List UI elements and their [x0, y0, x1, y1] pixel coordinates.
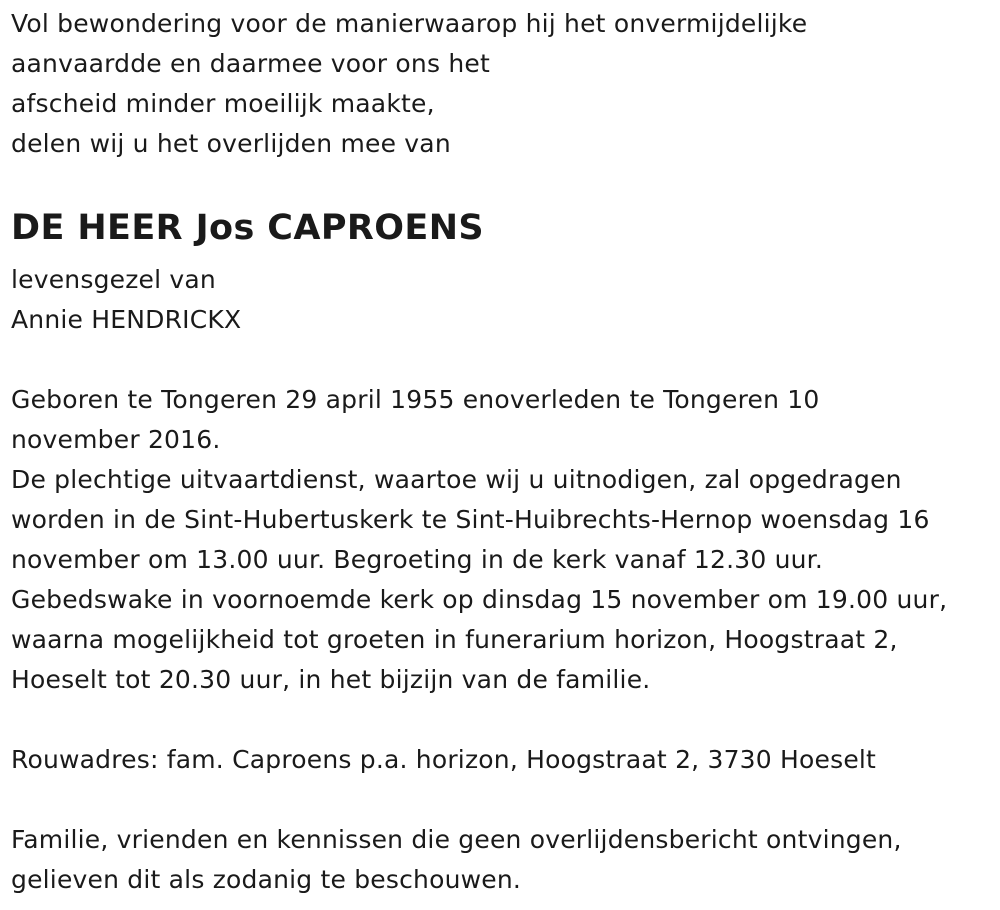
- spacer: [11, 340, 991, 380]
- mourning-address: Rouwadres: fam. Caproens p.a. horizon, Hoogstraat 2, 3730 Hoeselt: [11, 745, 877, 774]
- details-line: De plechtige uitvaartdienst, waartoe wij u uitnodigen, zal opgedragen: [11, 465, 902, 494]
- intro-line: aanvaardde en daarmee voor ons het: [11, 49, 490, 78]
- details-line: november 2016.: [11, 425, 221, 454]
- closing-line: Familie, vrienden en kennissen die geen overlijdensbericht ontvingen,: [11, 825, 902, 854]
- closing-paragraph: [11, 820, 991, 900]
- closing-line: gelieven dit als zodanig te beschouwen.: [11, 865, 522, 894]
- details-line: waarna mogelijkheid tot groeten in funerarium horizon, Hoogstraat 2,: [11, 625, 898, 654]
- partner-block: [11, 260, 991, 340]
- details-line: worden in de Sint-Hubertuskerk te Sint-Huibrechts-Hernop woensdag 16: [11, 505, 930, 534]
- details-line: november om 13.00 uur. Begroeting in de kerk vanaf 12.30 uur.: [11, 545, 824, 574]
- death-notice: [11, 4, 991, 900]
- spacer: [11, 164, 991, 202]
- details-paragraph: [11, 380, 991, 700]
- intro-line: Vol bewondering voor de manierwaarop hij het onvermijdelijke: [11, 9, 808, 38]
- details-line: Hoeselt tot 20.30 uur, in het bijzijn van de familie.: [11, 665, 651, 694]
- spacer: [11, 780, 991, 820]
- partner-line: Annie HENDRICKX: [11, 305, 242, 334]
- intro-line: delen wij u het overlijden mee van: [11, 129, 451, 158]
- deceased-name: DE HEER Jos CAPROENS: [11, 208, 485, 248]
- spacer: [11, 700, 991, 740]
- intro-line: afscheid minder moeilijk maakte,: [11, 89, 435, 118]
- intro-paragraph: [11, 4, 991, 164]
- partner-line: levensgezel van: [11, 265, 216, 294]
- details-line: Geboren te Tongeren 29 april 1955 enoverleden te Tongeren 10: [11, 385, 820, 414]
- details-line: Gebedswake in voornoemde kerk op dinsdag 15 november om 19.00 uur,: [11, 585, 948, 614]
